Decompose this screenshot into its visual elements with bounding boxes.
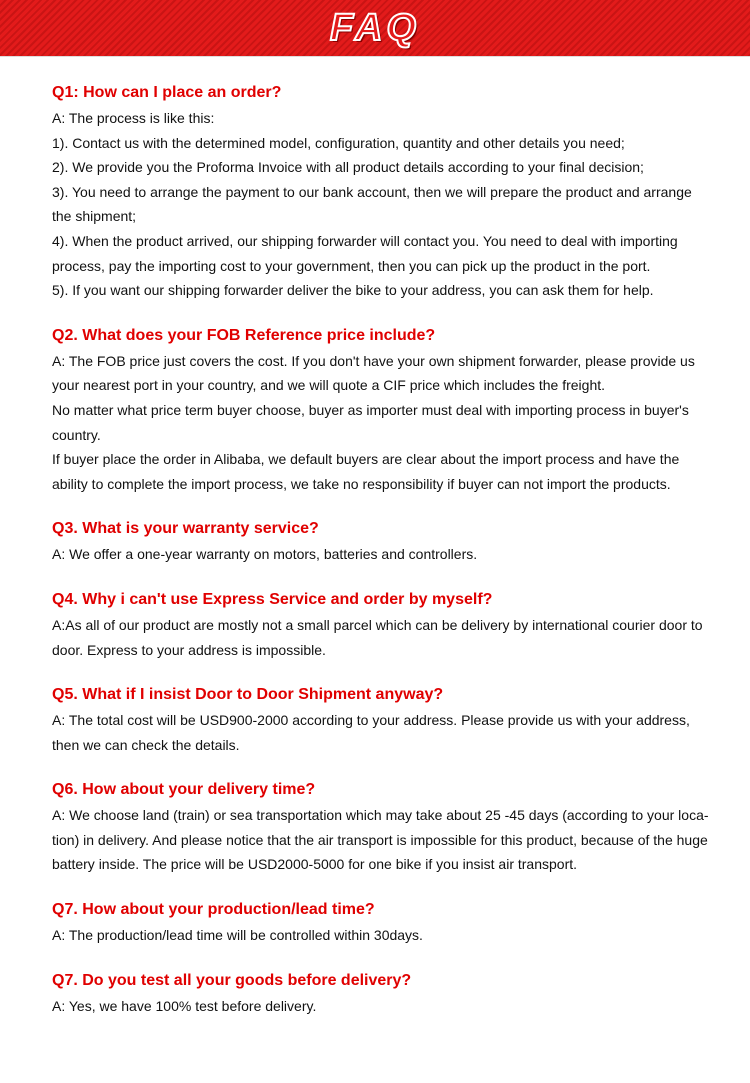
faq-question: Q5. What if I insist Door to Door Shipment anyway? [52, 686, 444, 704]
faq-question: Q7. Do you test all your goods before delivery? [52, 971, 412, 989]
faq-answer-line: A: The production/lead time will be controlled within 30days. [52, 927, 423, 944]
faq-answer-line: If buyer place the order in Alibaba, we default buyers are clear about the import process and have the ability to complete the import process, we take no responsibility if buyer can not import the products. [52, 451, 680, 492]
faq-answer-line: 1). Contact us with the determined model, configuration, quantity and other details you need; [52, 134, 625, 151]
faq-item [52, 519, 710, 567]
faq-logo: FAQ [329, 7, 421, 49]
faq-answer-line: A:As all of our product are mostly not a small parcel which can be delivery by international courier door to door. Express to your address is impossible. [52, 616, 703, 658]
faq-item [52, 685, 710, 757]
faq-item [52, 780, 710, 877]
faq-answer-line: 3). You need to arrange the payment to our bank account, then we will prepare the product and arrange the shipment; [52, 183, 692, 225]
faq-item [52, 326, 710, 497]
faq-item [52, 83, 710, 303]
faq-item [52, 971, 710, 1019]
faq-question: Q1: How can I place an order? [52, 84, 282, 101]
faq-list [0, 57, 750, 1018]
faq-answer-line: A: Yes, we have 100% test before delivery. [52, 997, 317, 1014]
faq-answer-line: A: We offer a one-year warranty on motors, batteries and controllers. [52, 546, 478, 563]
faq-question: Q2. What does your FOB Reference price include? [52, 326, 436, 344]
faq-answer-line: A: The total cost will be USD900-2000 according to your address. Please provide us with your address, then we can check the details. [52, 712, 690, 753]
faq-answer-line: 5). If you want our shipping forwarder deliver the bike to your address, you can ask them for help. [52, 282, 654, 299]
faq-answer-line: A: The FOB price just covers the cost. If you don't have your own shipment forwarder, please provide us your nearest port in your country, and we will quote a CIF price which includes the freight. [52, 352, 695, 394]
faq-answer-line: 2). We provide you the Proforma Invoice with all product details according to your final decision; [52, 159, 644, 176]
faq-item [52, 900, 710, 948]
faq-question: Q3. What is your warranty service? [52, 520, 319, 538]
faq-answer-line: 4). When the product arrived, our shipping forwarder will contact you. You need to deal with importing process, pay the importing cost to your government, then you can pick up the product in the port. [52, 232, 678, 274]
faq-answer-line: No matter what price term buyer choose, buyer as importer must deal with importing process in buyer's country. [52, 401, 689, 443]
faq-question: Q6. How about your delivery time? [52, 781, 316, 799]
faq-answer-line: A: The process is like this: [52, 110, 215, 126]
faq-question: Q7. How about your production/lead time? [52, 901, 375, 919]
faq-question: Q4. Why i can't use Express Service and order by myself? [52, 590, 493, 608]
faq-item [52, 590, 710, 662]
faq-answer-line: A: We choose land (train) or sea transportation which may take about 25 -45 days (according to your loca-tion) in delivery. And please notice that the air transport is impossible for this product, because of the huge battery inside. The price will be USD2000-5000 for one bike if you insist air transport. [52, 807, 709, 873]
faq-banner [0, 0, 750, 57]
